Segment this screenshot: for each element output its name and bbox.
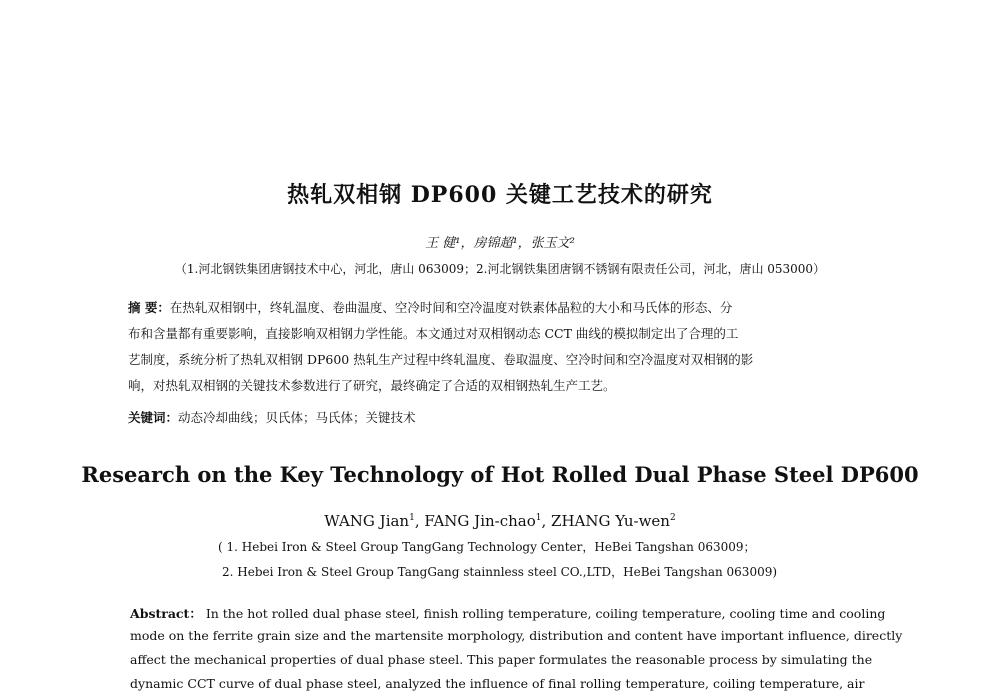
english-affiliation-1: ( 1. Hebei Iron & Steel Group TangGang Technology Center，HeBei Tangshan 063009； <box>218 540 756 554</box>
chinese-abstract-line: 布和含量都有重要影响，直接影响双相钢力学性能。本文通过对双相钢动态 CCT 曲线的模拟制定出了合理的工 <box>128 326 739 341</box>
english-abstract-line: affect the mechanical properties of dual phase steel. This paper formulates the reasonable process by simulating the <box>130 652 873 667</box>
chinese-abstract-text: 在热轧双相钢中，终轧温度、卷曲温度、空冷时间和空冷温度对铁素体晶粒的大小和马氏体的形态、分 <box>169 300 733 315</box>
chinese-keywords-text: 动态冷却曲线；贝氏体；马氏体；关键技术 <box>178 410 416 425</box>
chinese-abstract-line: 艺制度，系统分析了热轧双相钢 DP600 热轧生产过程中终轧温度、卷取温度、空冷时间和空冷温度对双相钢的影 <box>128 352 754 367</box>
english-abstract-line: dynamic CCT curve of dual phase steel, analyzed the influence of final rolling temperature, coiling temperature, air <box>130 676 865 691</box>
chinese-title: 热轧双相钢 DP600 关键工艺技术的研究 <box>287 182 713 208</box>
chinese-abstract-label: 摘 要： <box>128 300 170 315</box>
affil-marker: 2 <box>669 513 676 523</box>
chinese-keywords <box>128 408 858 426</box>
author-wang: WANG Jian <box>324 512 410 530</box>
chinese-abstract-line <box>128 298 858 316</box>
english-abstract-label: Abstract： <box>130 606 202 621</box>
author-zhang: , ZHANG Yu-wen <box>541 512 670 530</box>
affil-marker: 1 <box>409 513 415 523</box>
english-authors <box>0 512 1000 530</box>
english-title: Research on the Key Technology of Hot Rolled Dual Phase Steel DP600 <box>81 462 919 487</box>
english-abstract-text: In the hot rolled dual phase steel, finish rolling temperature, coiling temperature, cooling time and cooling <box>205 606 886 621</box>
chinese-affiliation: （1.河北钢铁集团唐钢技术中心，河北，唐山 063009；2.河北钢铁集团唐钢不锈钢有限责任公司，河北，唐山 053000） <box>174 262 826 276</box>
english-affiliation-2: 2. Hebei Iron & Steel Group TangGang stainnless steel CO.,LTD，HeBei Tangshan 063009) <box>222 565 778 579</box>
chinese-authors: 王 健¹，房锦超¹，张玉文² <box>425 236 575 251</box>
english-abstract-line: mode on the ferrite grain size and the martensite morphology, distribution and content have important influence, directly <box>130 628 903 643</box>
chinese-abstract-line: 响，对热轧双相钢的关键技术参数进行了研究，最终确定了合适的双相钢热轧生产工艺。 <box>128 378 616 393</box>
english-abstract-line <box>130 604 886 622</box>
affil-marker: 1 <box>535 513 542 523</box>
author-fang: , FANG Jin-chao <box>414 512 536 530</box>
chinese-keywords-label: 关键词： <box>128 410 179 425</box>
